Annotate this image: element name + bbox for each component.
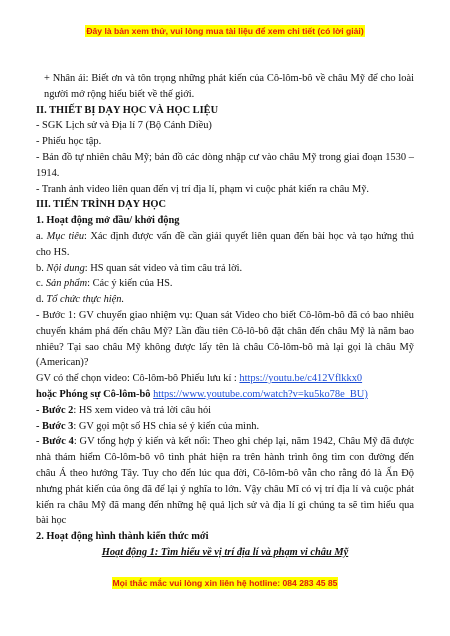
content-prefix: b. [36, 262, 47, 274]
organization-prefix: d. [36, 294, 47, 306]
video-link-youtube[interactable]: https://www.youtube.com/watch?v=ku5ko78e_BU) [153, 388, 368, 400]
content-label: Nội dung [46, 262, 85, 274]
section-heading-procedure: III. TIẾN TRÌNH DẠY HỌC [36, 199, 167, 211]
list-item-maps: - Bản đồ tự nhiên châu Mỹ; bản đồ các dòng nhập cư vào châu Mỹ trong giai đoạn 1530 – 1914. [36, 151, 414, 179]
video-paragraph [36, 371, 414, 403]
objective-prefix: a. [36, 230, 47, 242]
step3-label: - Bước 3 [36, 420, 74, 432]
product-paragraph [36, 276, 414, 292]
product-prefix: c. [36, 278, 46, 290]
subsection-heading-new-knowledge: 2. Hoạt động hình thành kiến thức mới [36, 531, 209, 543]
step3-text: : GV gọi một số HS chia sẻ ý kiến của mình. [73, 420, 260, 432]
step2-text: : HS xem video và trả lời câu hỏi [73, 404, 212, 416]
step4-label: - Bước 4 [36, 436, 74, 448]
product-label: Sản phẩm [45, 278, 88, 290]
objective-text: : Xác định được vấn đề cần giải quyết liên quan đến bài học và tạo hứng thú cho HS. [36, 230, 414, 258]
objective-label: Mục tiêu [46, 230, 85, 242]
preview-notice-banner [0, 26, 450, 36]
document-body [36, 71, 414, 561]
paragraph-nhan-ai: + Nhân ái: Biết ơn và tôn trọng những phát kiến của Cô-lôm-bô về châu Mỹ để cho loài người mở rộng hiểu biết về thế giới. [44, 73, 414, 100]
section-heading-equipment: II. THIẾT BỊ DẠY HỌC VÀ HỌC LIỆU [36, 104, 219, 116]
step1-paragraph: - Bước 1: GV chuyển giao nhiệm vụ: Quan sát Video cho biết Cô-lôm-bô đã có bao nhiêu chuyến khám phá đến châu Mỹ? Lần đầu tiên Cô-lô-bô đặt chân đến châu Mỹ là năm bao nhiêu? Tại sao châu Mỹ không được lấy tên là châu Cô-lôm-bô mà lại gọi là châu Mỹ (American)? [36, 309, 414, 369]
preview-notice-text: Đây là bản xem thử, vui lòng mua tài liệu để xem chi tiết (có lời giải) [86, 26, 364, 36]
list-item-textbook: - SGK Lịch sử và Địa lí 7 (Bộ Cánh Diều) [36, 120, 212, 132]
video-text: GV có thể chọn video: Cô-lôm-bô Phiếu lưu kí : [36, 373, 240, 385]
step3-paragraph [36, 419, 414, 435]
step2-label: - Bước 2 [36, 404, 74, 416]
hotline-banner [0, 578, 450, 588]
organization-paragraph [36, 292, 414, 308]
video-link-youtu-be[interactable]: https://youtu.be/c412Vflkkx0 [239, 373, 363, 385]
list-item-worksheet: - Phiếu học tập. [36, 136, 102, 148]
product-text: : Các ý kiến của HS. [87, 278, 173, 290]
content-paragraph [36, 261, 414, 277]
organization-label: Tổ chức thực hiện. [46, 294, 125, 306]
list-item-videos: - Tranh ảnh video liên quan đến vị trí địa lí, phạm vi cuộc phát kiến ra châu Mỹ. [36, 183, 370, 195]
video-or-text: hoặc Phóng sự Cô-lôm-bô [36, 388, 154, 400]
step2-paragraph [36, 403, 414, 419]
hotline-text: Mọi thắc mắc vui lòng xin liên hệ hotline: 084 283 45 85 [112, 578, 338, 588]
objective-paragraph [36, 229, 414, 261]
content-text: : HS quan sát video và tìm câu trả lời. [84, 262, 243, 274]
step4-paragraph [36, 434, 414, 529]
subsection-heading-warmup: 1. Hoạt động mở đầu/ khởi động [36, 215, 180, 227]
step4-text: : GV tổng hợp ý kiến và kết nối: Theo ghi chép lại, năm 1942, Châu Mỹ đã được nhà thám hiểm Cô-lôm-bô vô tình phát hiện ra trên hành trình ông tìm con đường đến châu Á theo hướng Tây. Tuy cho đến lúc qua đời, Cô-lôm-bô vẫn cho rằng đó là Ấn Độ nhưng phát kiến của ông đã để lại ý nghĩa to lớn. Vậy châu Mĩ có vị trí địa lí và cuộc phát kiến ra châu Mỹ đã mang đến những hệ quả lịch sử và địa lí gì chúng ta sẽ tìm hiểu qua bài học [36, 436, 414, 527]
activity-heading: Hoạt động 1: Tìm hiểu về vị trí địa lí và phạm vi châu Mỹ [101, 546, 349, 558]
